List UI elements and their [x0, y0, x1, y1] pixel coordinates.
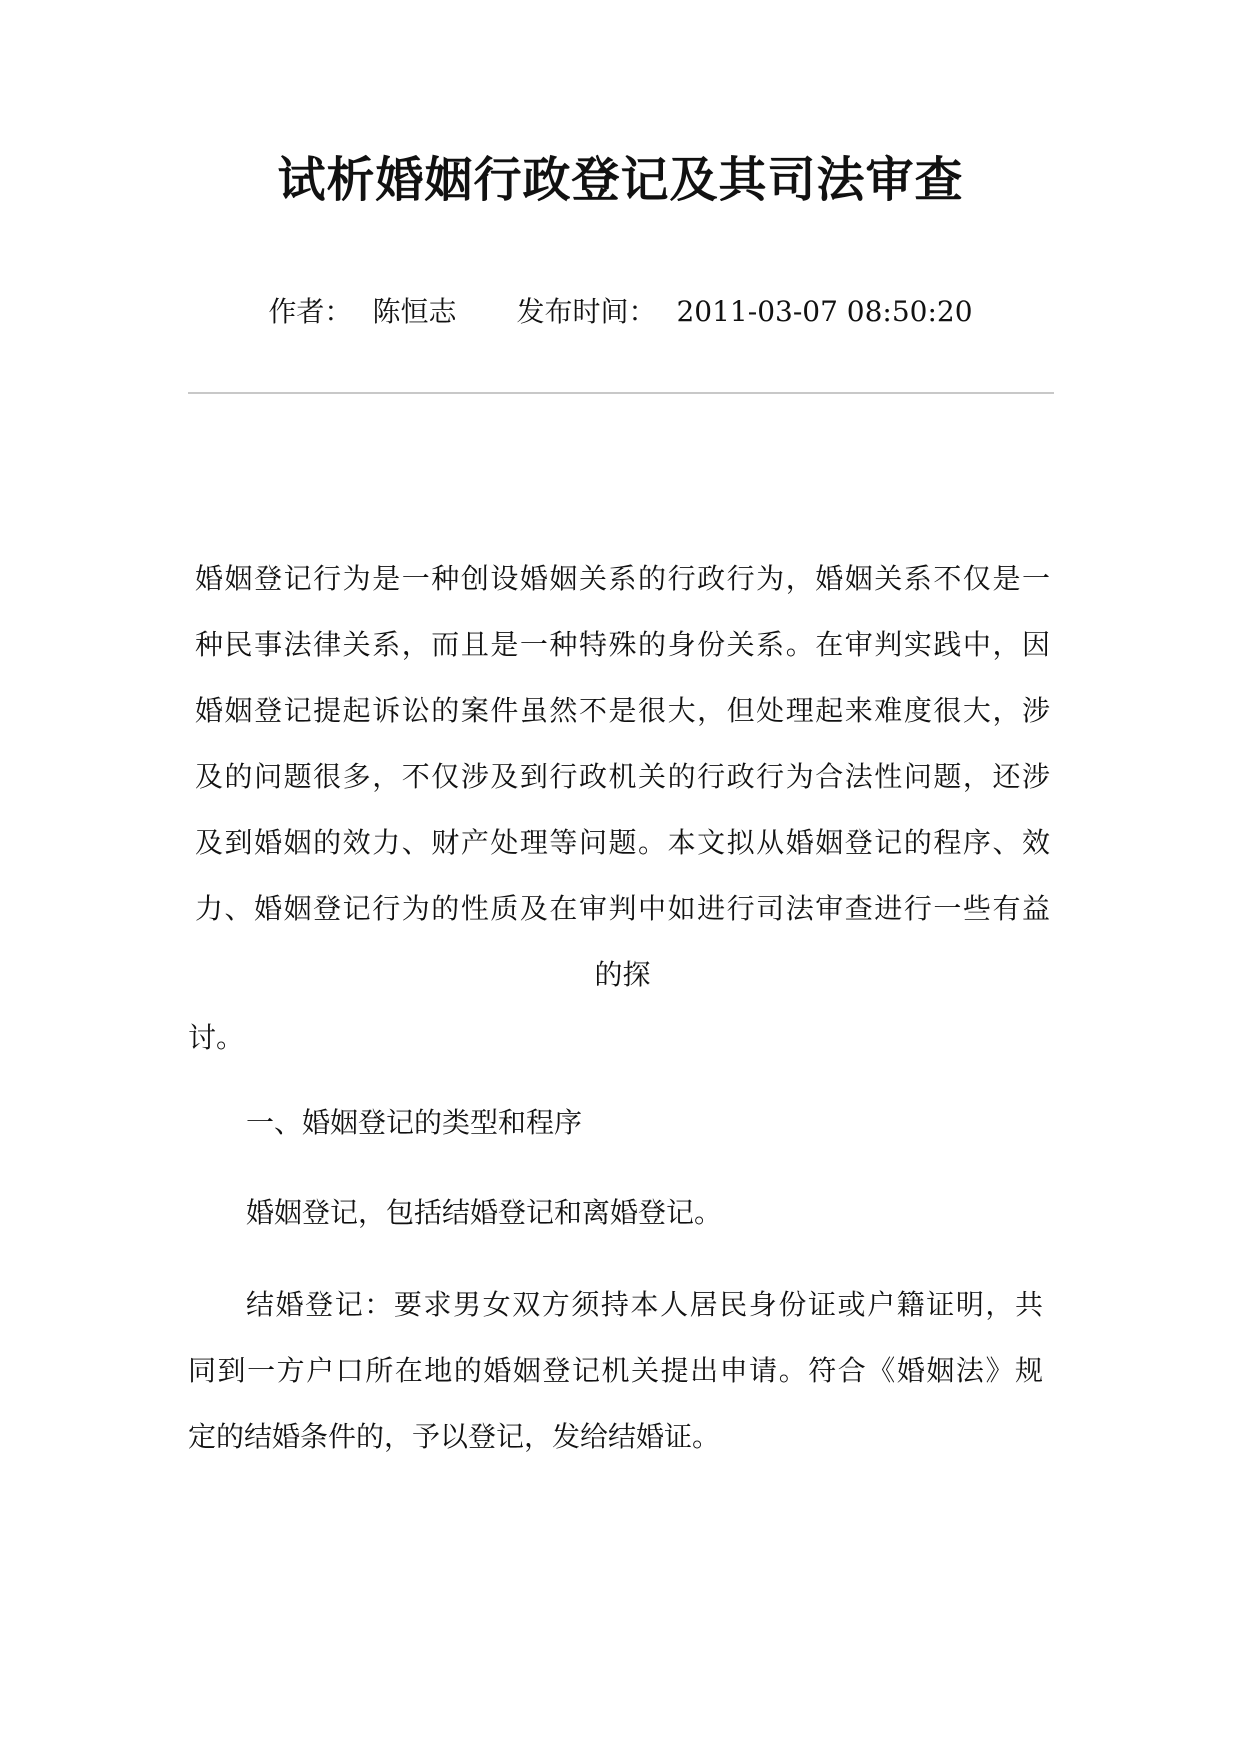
publish-date: 2011-03-07 08:50:20 — [676, 295, 973, 328]
section-heading: 一、婚姻登记的类型和程序 — [246, 1106, 583, 1139]
paragraph-line: 定的结婚条件的，予以登记，发给结婚证。 — [188, 1420, 721, 1453]
paragraph-line: 同到一方户口所在地的婚姻登记机关提出申请。符合《婚姻法》规 — [188, 1354, 1043, 1387]
abstract-line: 婚姻登记行为是一种创设婚姻关系的行政行为，婚姻关系不仅是一 — [195, 562, 1050, 595]
section-paragraph: 婚姻登记，包括结婚登记和离婚登记。 — [246, 1196, 723, 1229]
abstract-line: 婚姻登记提起诉讼的案件虽然不是很大，但处理起来难度很大，涉 — [195, 694, 1050, 727]
abstract-line: 力、婚姻登记行为的性质及在审判中如进行司法审查进行一些有益 — [195, 892, 1050, 925]
date-label: 发布时间： — [516, 295, 657, 328]
paragraph-line: 结婚登记：要求男女双方须持本人居民身份证或户籍证明，共 — [246, 1288, 1043, 1321]
abstract-line: 及的问题很多，不仅涉及到行政机关的行政行为合法性问题，还涉 — [195, 760, 1050, 793]
abstract-line: 种民事法律关系，而且是一种特殊的身份关系。在审判实践中，因 — [195, 628, 1050, 661]
abstract-tail: 讨。 — [188, 1021, 245, 1054]
header-divider — [188, 392, 1054, 394]
abstract-paragraph — [195, 546, 1050, 1008]
marriage-registration-paragraph — [188, 1272, 1043, 1470]
abstract-line: 的探 — [594, 958, 651, 991]
document-title: 试析婚姻行政登记及其司法审查 — [277, 152, 964, 208]
author-name: 陈恒志 — [372, 295, 457, 328]
abstract-line: 及到婚姻的效力、财产处理等问题。本文拟从婚姻登记的程序、效 — [195, 826, 1050, 859]
author-label: 作者： — [268, 295, 353, 328]
document-meta — [0, 292, 1241, 332]
